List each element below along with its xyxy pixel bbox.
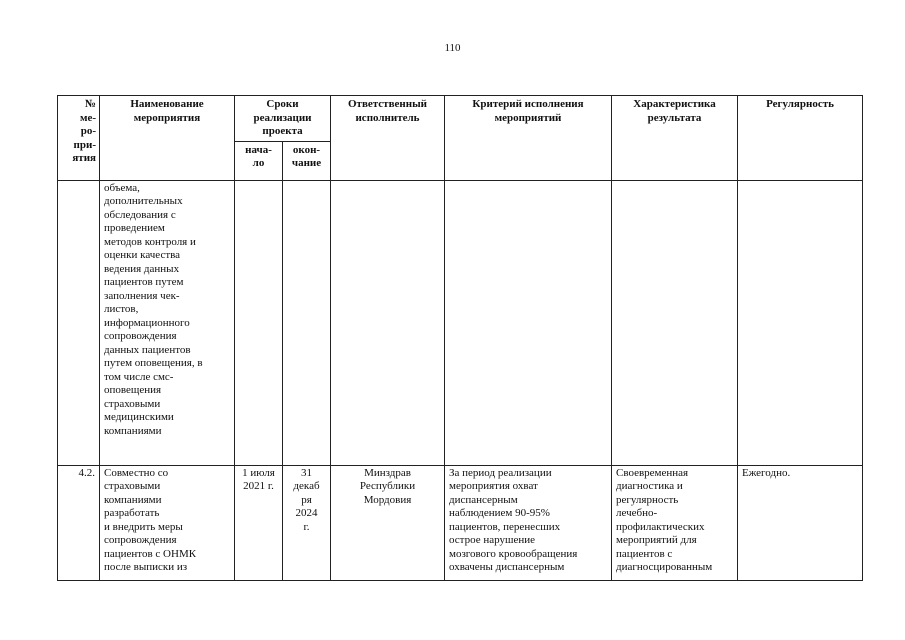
header-responsible: Ответственный исполнитель (331, 96, 445, 181)
row-regularity (738, 180, 863, 465)
header-name: Наименование мероприятия (100, 96, 235, 181)
row-result (612, 180, 738, 465)
row-number: 4.2. (58, 465, 100, 580)
table-row (58, 465, 863, 580)
header-row (58, 96, 863, 142)
row-result: Своевременная диагностика и регулярность лечебно- профилактических мероприятий для пациентов с диагносцированным (612, 465, 738, 580)
header-criterion: Критерий исполнения мероприятий (445, 96, 612, 181)
table-row (58, 180, 863, 465)
row-number (58, 180, 100, 465)
page-number: 110 (444, 42, 461, 54)
header-result: Характеристика результата (612, 96, 738, 181)
row-criterion: За период реализации мероприятия охват диспансерным наблюдением 90-95% пациентов, перенесших острое нарушение мозгового кровообращения охвачены диспансерным (445, 465, 612, 580)
header-terms: Сроки реализации проекта (235, 96, 331, 142)
row-name: объема, дополнительных обследования с проведением методов контроля и оценки качества ведения данных пациентов путем заполнения чек- листов, информационного сопровождения данных пациентов путем оповещения, в том числе смс- оповещения страховыми медицинскими компаниями (100, 180, 235, 465)
header-number: № ме- ро- при- ятия (58, 96, 100, 181)
row-end (283, 180, 331, 465)
measures-table (57, 95, 863, 581)
row-criterion (445, 180, 612, 465)
row-start: 1 июля 2021 г. (235, 465, 283, 580)
row-regularity: Ежегодно. (738, 465, 863, 580)
row-name: Совместно со страховыми компаниями разработать и внедрить меры сопровождения пациентов с ОНМК после выписки из (100, 465, 235, 580)
row-responsible: Минздрав Республики Мордовия (331, 465, 445, 580)
row-start (235, 180, 283, 465)
row-end: 31 декаб ря 2024 г. (283, 465, 331, 580)
header-end: окон- чание (283, 141, 331, 180)
header-regularity: Регулярность (738, 96, 863, 181)
row-responsible (331, 180, 445, 465)
header-start: нача- ло (235, 141, 283, 180)
